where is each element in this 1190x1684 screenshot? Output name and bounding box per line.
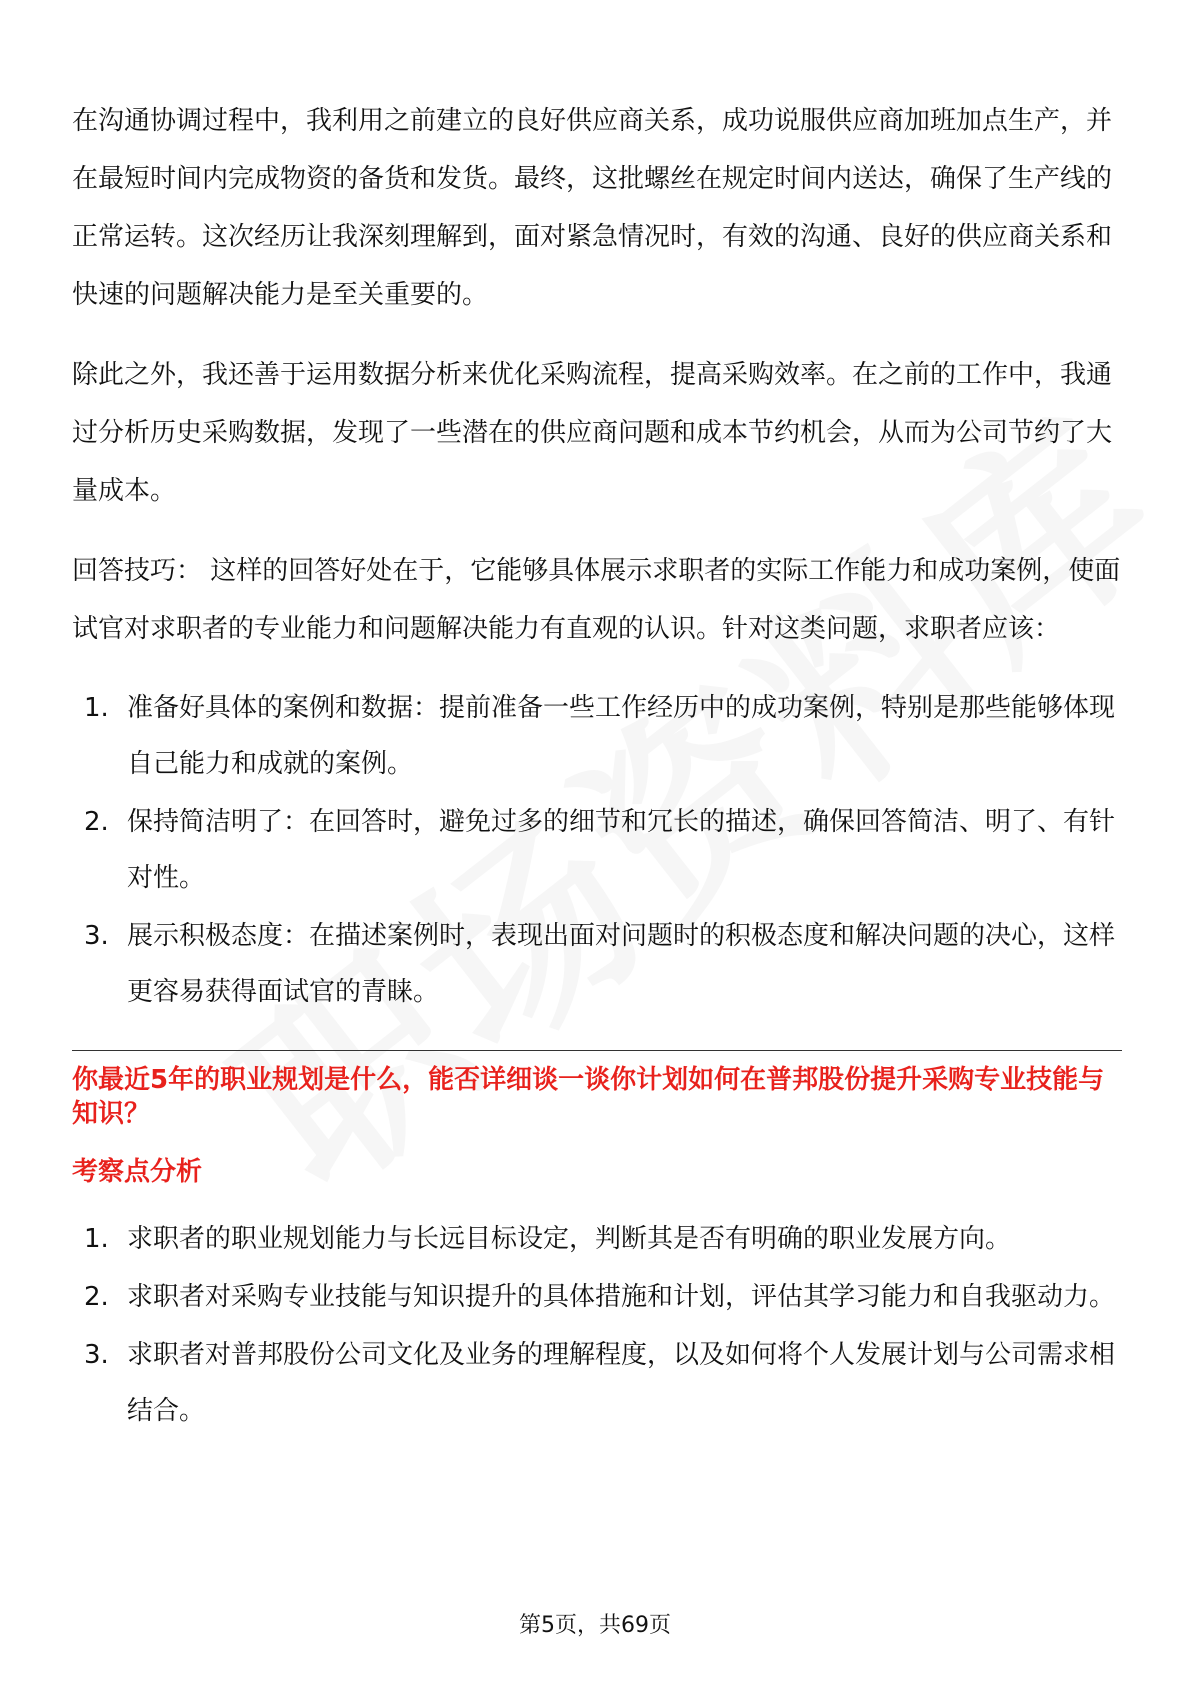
analysis-list (72, 1211, 1122, 1439)
list-item (72, 1211, 1122, 1267)
list-item (72, 908, 1122, 1020)
list-number: 3. (84, 921, 109, 951)
question-heading: 你最近5年的职业规划是什么，能否详细谈一谈你计划如何在普邦股份提升采购专业技能与知识？ (72, 1065, 1105, 1129)
list-item-text: 求职者的职业规划能力与长远目标设定，判断其是否有明确的职业发展方向。 (127, 1224, 1012, 1254)
list-item (72, 1327, 1122, 1439)
list-number: 3. (84, 1340, 109, 1370)
paragraph-data-analysis: 除此之外，我还善于运用数据分析来优化采购流程，提高采购效率。在之前的工作中，我通过分析历史采购数据，发现了一些潜在的供应商问题和成本节约机会，从而为公司节约了大量成本。 (72, 360, 1113, 506)
list-number: 2. (84, 1282, 109, 1312)
list-item-text: 求职者对普邦股份公司文化及业务的理解程度，以及如何将个人发展计划与公司需求相结合。 (127, 1340, 1116, 1426)
list-item (72, 1269, 1122, 1325)
paragraph-communication: 在沟通协调过程中，我利用之前建立的良好供应商关系，成功说服供应商加班加点生产，并在最短时间内完成物资的备货和发货。最终，这批螺丝在规定时间内送达，确保了生产线的正常运转。这次经历让我深刻理解到，面对紧急情况时，有效的沟通、良好的供应商关系和快速的问题解决能力是至关重要的。 (72, 106, 1113, 310)
list-number: 1. (84, 1224, 109, 1254)
list-item-text: 求职者对采购专业技能与知识提升的具体措施和计划，评估其学习能力和自我驱动力。 (127, 1282, 1116, 1312)
analysis-title: 考察点分析 (72, 1157, 203, 1187)
paragraph-answer-tips: 回答技巧： 这样的回答好处在于，它能够具体展示求职者的实际工作能力和成功案例，使面试官对求职者的专业能力和问题解决能力有直观的认识。针对这类问题，求职者应该： (72, 556, 1121, 644)
list-number: 1. (84, 693, 109, 723)
document-body (72, 92, 1122, 1441)
list-item-text: 保持简洁明了：在回答时，避免过多的细节和冗长的描述，确保回答简洁、明了、有针对性。 (127, 807, 1116, 893)
list-item-text: 准备好具体的案例和数据：提前准备一些工作经历中的成功案例，特别是那些能够体现自己能力和成就的案例。 (127, 693, 1116, 779)
page-footer: 第5页，共69页 (519, 1613, 671, 1638)
tips-list (72, 680, 1122, 1020)
list-item (72, 680, 1122, 792)
list-item (72, 794, 1122, 906)
section-divider (72, 1050, 1122, 1051)
list-item-text: 展示积极态度：在描述案例时，表现出面对问题时的积极态度和解决问题的决心，这样更容易获得面试官的青睐。 (127, 921, 1116, 1007)
list-number: 2. (84, 807, 109, 837)
